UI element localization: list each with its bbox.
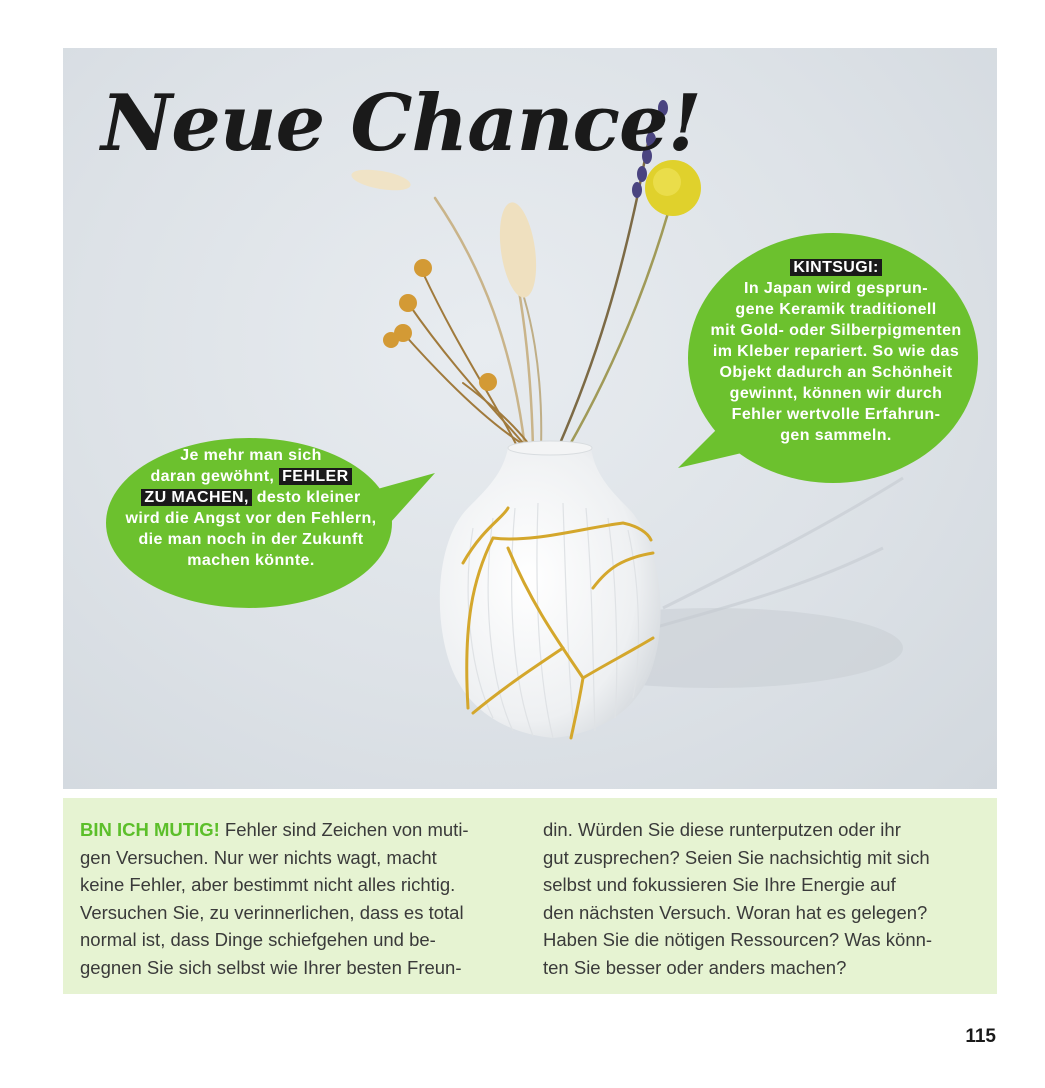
vase-rim [508, 441, 592, 455]
billy-button-highlight [653, 168, 681, 196]
info-box [63, 798, 997, 994]
body-line: Versuchen Sie, zu verinnerlichen, dass es total [80, 901, 464, 923]
info-column-right [543, 816, 983, 981]
bubble-right-line: Fehler wertvolle Erfahrun- [731, 406, 941, 423]
highlight-zu-machen: ZU MACHEN, [141, 489, 251, 506]
bubble-right-line: gewinnt, können wir durch [729, 385, 943, 402]
body-line: din. Würden Sie diese runterputzen oder ihr [543, 819, 901, 840]
body-line: keine Fehler, aber bestimmt nicht alles richtig. [80, 874, 456, 895]
page-number: 115 [965, 1026, 996, 1047]
lead-in-heading: BIN ICH MUTIG! [80, 819, 220, 840]
bubble-left-line: machen könnte. [187, 552, 315, 569]
body-line: Haben Sie die nötigen Ressourcen? Was könn- [543, 929, 933, 950]
body-line: den nächsten Versuch. Woran hat es gelegen? [543, 901, 928, 923]
bubble-left-line: wird die Angst vor den Fehlern, [125, 510, 377, 527]
bubble-left-line: die man noch in der Zukunft [138, 531, 364, 548]
body-line: ten Sie besser oder anders machen? [543, 956, 847, 978]
body-line: gen Versuchen. Nur wer nichts wagt, macht [80, 846, 437, 868]
body-line: gegnen Sie sich selbst wie Ihrer besten Freun- [80, 956, 462, 978]
dried-flower-stems [403, 143, 668, 448]
headline: Neue Chance! [101, 78, 701, 169]
bubble-left-line: desto kleiner [251, 489, 361, 506]
bunny-tail-grass [350, 166, 412, 194]
speech-bubble-right-text [691, 257, 981, 446]
bubble-right-line: im Kleber repariert. So wie das [712, 343, 960, 360]
bubble-right-line: In Japan wird gesprun- [744, 280, 928, 297]
bubble-right-line: mit Gold- oder Silberpigmenten [710, 322, 962, 339]
body-line: gut zusprechen? Seien Sie nachsichtig mit sich [543, 846, 930, 868]
body-line: Fehler sind Zeichen von muti- [219, 819, 469, 840]
bunny-tail-grass [494, 200, 541, 300]
info-column-left [80, 816, 510, 981]
kintsugi-vase-photo [63, 48, 997, 789]
kintsugi-heading: KINTSUGI: [790, 259, 881, 276]
bubble-left-line: Je mehr man sich [180, 447, 322, 464]
bubble-left-line: daran gewöhnt, [150, 468, 280, 485]
body-line: normal ist, dass Dinge schiefgehen und be- [80, 929, 436, 950]
bubble-right-line: gen sammeln. [780, 427, 892, 444]
highlight-fehler: FEHLER [279, 468, 351, 485]
body-line: selbst und fokussieren Sie Ihre Energie auf [543, 874, 896, 895]
bubble-right-line: gene Keramik traditionell [735, 301, 937, 318]
speech-bubble-left-text [111, 445, 391, 571]
bubble-right-line: Objekt dadurch an Schönheit [719, 364, 953, 381]
